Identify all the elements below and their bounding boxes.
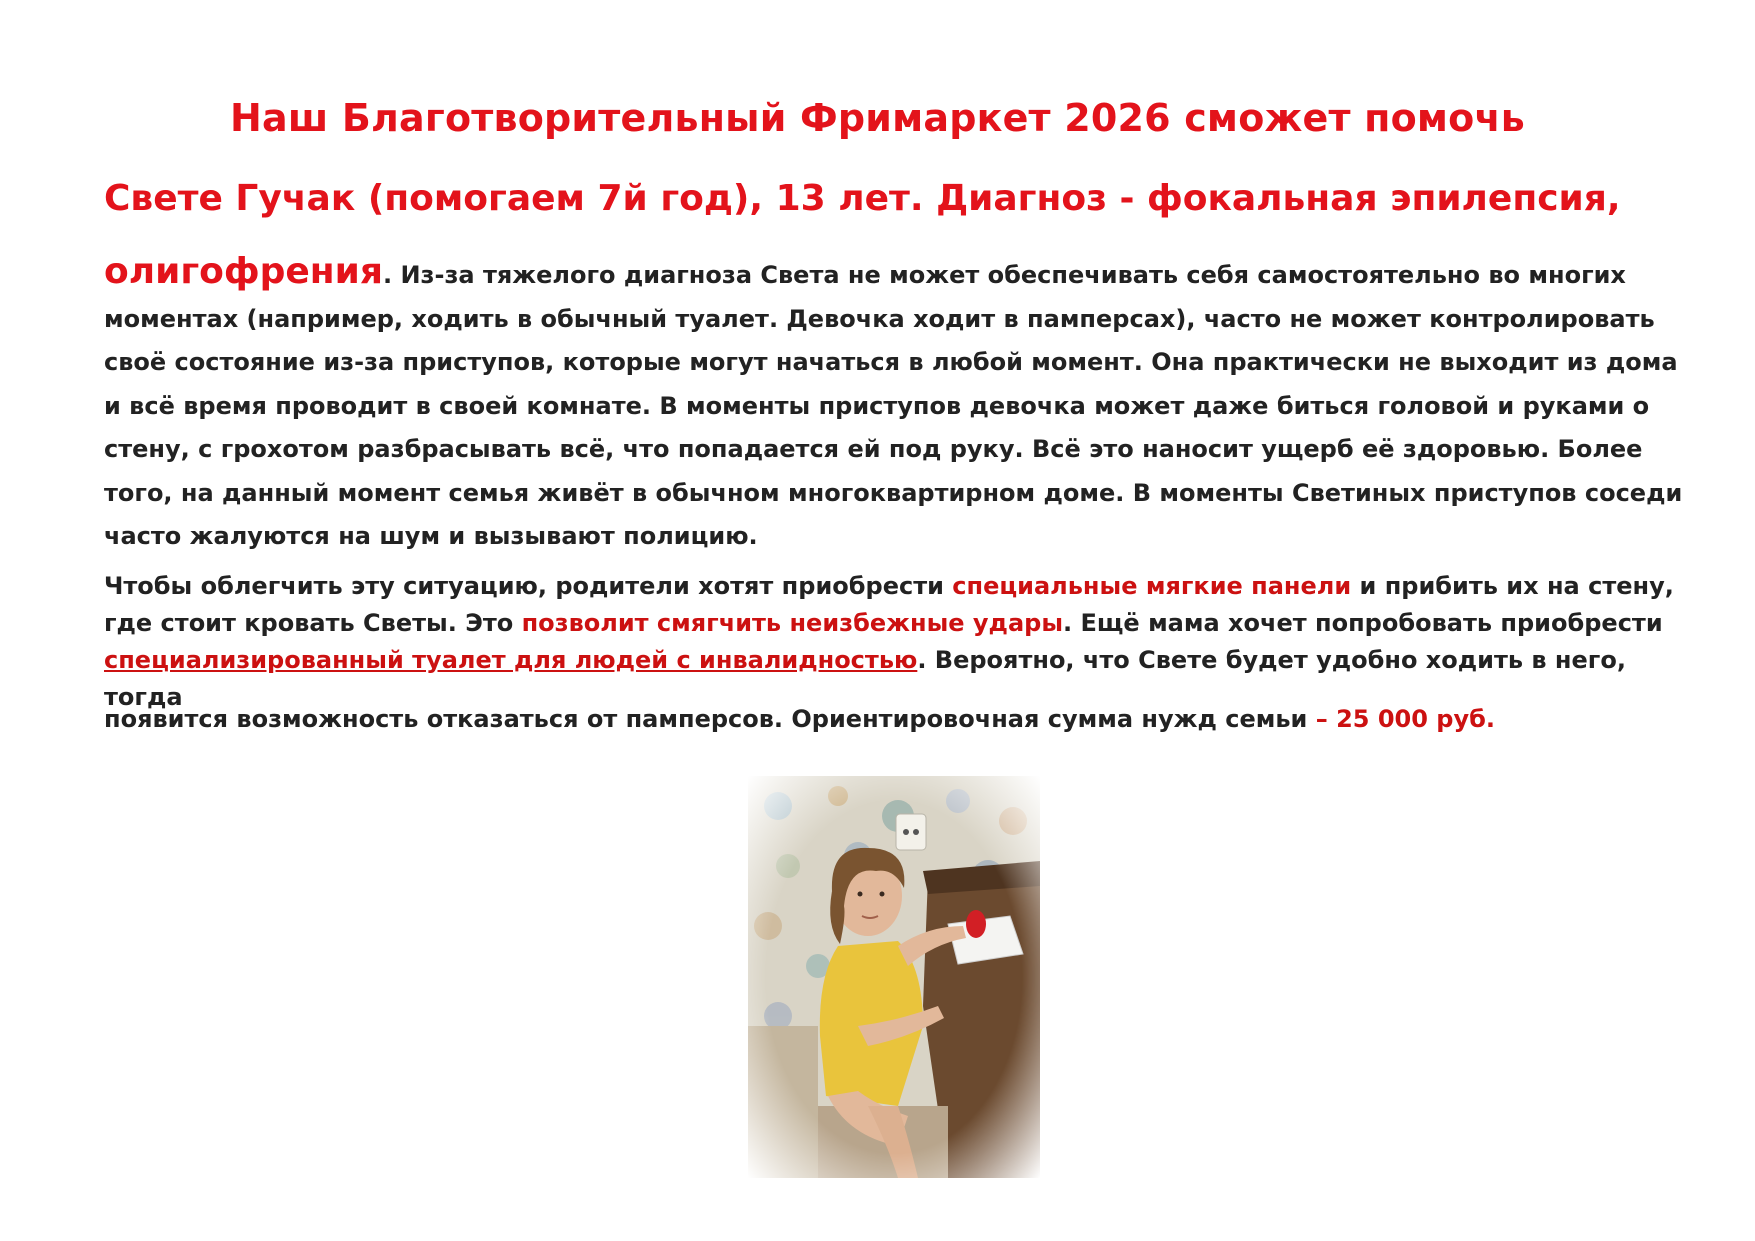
photo-girl-at-desk (748, 776, 1040, 1178)
need-soft-panels: специальные мягкие панели (952, 572, 1352, 600)
beneficiary-heading: Свете Гучак (помогаем 7й год), 13 лет. Диагноз - фокальная эпилепсия, (104, 178, 1621, 219)
story-paragraph (104, 250, 1684, 559)
amount-text: появится возможность отказаться от памперсов. Ориентировочная сумма нужд семьи (104, 705, 1316, 733)
needs-text-4: . Вероятно, что Свете будет удобно ходить в него, тогда (104, 646, 1626, 711)
page-title: Наш Благотворительный Фримаркет 2026 сможет помочь (230, 96, 1525, 140)
need-special-toilet: специализированный туалет для людей с инвалидностью (104, 646, 918, 674)
photo-illustration (748, 776, 1040, 1178)
needs-text-3: . Ещё мама хочет попробовать приобрести (1063, 609, 1663, 637)
needs-text-1: Чтобы облегчить эту ситуацию, родители хотят приобрести (104, 572, 953, 600)
needs-paragraph (104, 568, 1704, 716)
story-text: . Из-за тяжелого диагноза Света не может обеспечивать себя самостоятельно во многих моментах (например, ходить в обычный туалет. Девочка ходит в памперсах), часто не может контролировать своё состояние из-за приступов, которые могут начаться в любой момент. Она практически не выходит из дома и всё время проводит в своей комнате. В моменты приступов девочка может даже биться головой и руками о стену, с грохотом разбрасывать всё, что попадается ей под руку. Всё это наносит ущерб её здоровью. Более того, на данный момент семья живёт в обычном многоквартирном доме. В моменты Светиных приступов соседи часто жалуются на шум и вызывают полицию. (104, 261, 1683, 550)
need-soften-blows: позволит смягчить неизбежные удары (521, 609, 1064, 637)
needs-text-2: и прибить их на стену, где стоит кровать Светы. Это (104, 572, 1674, 637)
diagnosis-lead: олигофрения (104, 251, 383, 292)
amount-paragraph (104, 701, 1704, 738)
amount-value: – 25 000 руб. (1315, 705, 1495, 733)
